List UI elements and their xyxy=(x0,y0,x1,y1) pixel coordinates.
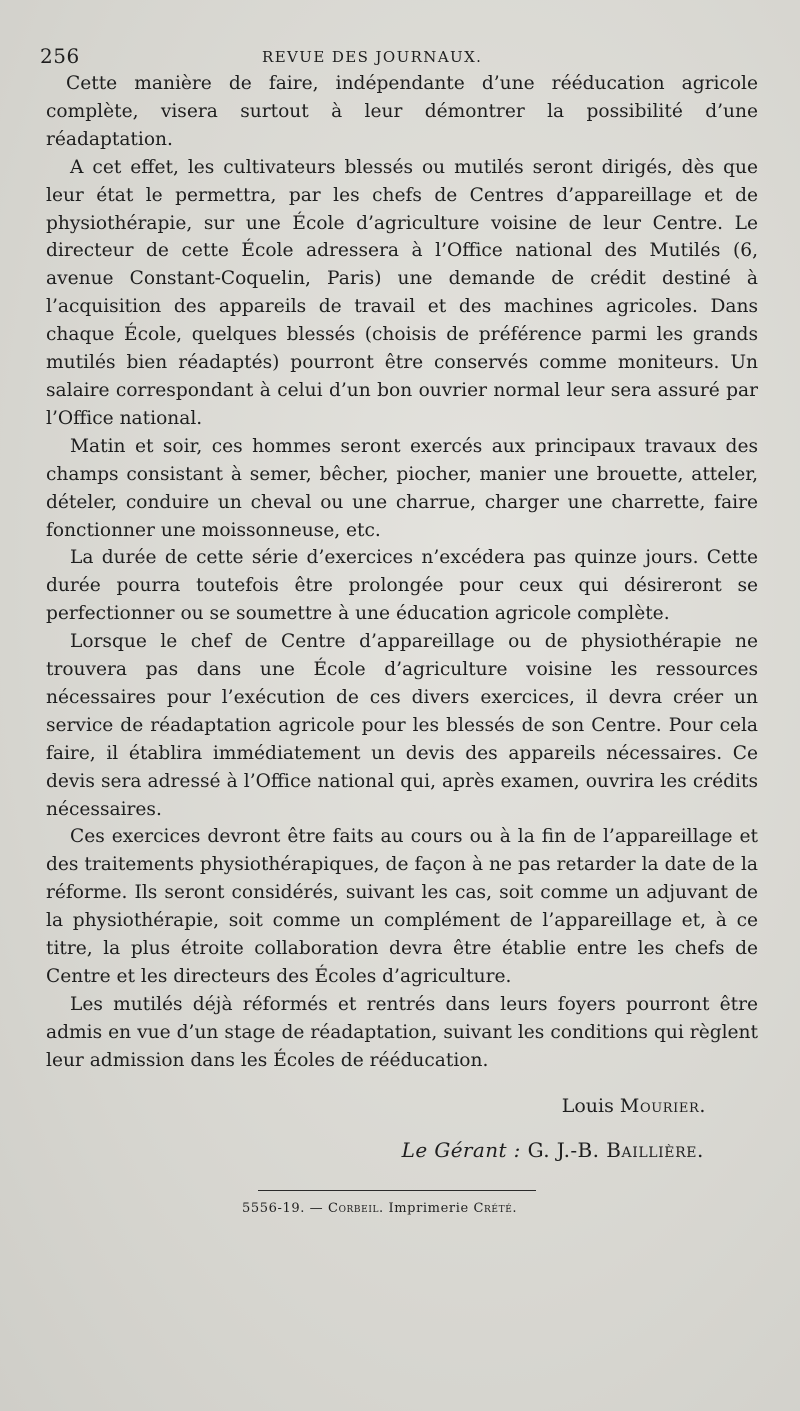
manager-initials: G. J.-B. xyxy=(527,1137,600,1162)
colophon-printer-label: Imprimerie xyxy=(388,1200,469,1216)
page-header xyxy=(40,40,758,70)
paragraph: La durée de cette série d’exercices n’excédera pas quinze jours. Cette durée pourra toutefois être prolongée pour ceux qui désireront se perfectionner ou se soumettre à une éducation agricole complète. xyxy=(46,547,758,625)
paragraph: A cet effet, les cultivateurs blessés ou mutilés seront dirigés, dès que leur état le permettra, par les chefs de Centres d’appareillage et de physiothérapie, sur une École d’agriculture voisine de leur Centre. Le directeur de cette École adressera à l’Office national des Mutilés (6, avenue Constant-Coquelin, Paris) une demande de crédit destiné à l’acquisition des appareils de travail et des machines agricoles. Dans chaque École, quelques blessés (choisis de préférence parmi les grands mutilés bien réadaptés) pourront être conservés comme moniteurs. Un salaire correspondant à celui d’un bon ouvrier normal leur sera assuré par l’Office national. xyxy=(46,156,758,429)
article-body xyxy=(46,70,758,1075)
colophon-number: 5556-19. — xyxy=(242,1200,324,1216)
colophon-city: Corbeil. xyxy=(328,1200,384,1216)
author-signature xyxy=(46,1092,758,1120)
running-head: REVUE DES JOURNAUX. xyxy=(262,48,483,66)
paragraph: Lorsque le chef de Centre d’appareillage ou de physiothérapie ne trouvera pas dans une École d’agriculture voisine les ressources nécessaires pour l’exécution de ces divers exercices, il devra créer un service de réadaptation agricole pour les blessés de son Centre. Pour cela faire, il établira immédiatement un devis des appareils nécessaires. Ce devis sera adressé à l’Office national qui, après examen, ouvrira les crédits nécessaires. xyxy=(46,631,758,820)
page-number: 256 xyxy=(40,44,80,68)
paragraph: Les mutilés déjà réformés et rentrés dans leurs foyers pourront être admis en vue d’un stage de réadaptation, suivant les conditions qui règlent leur admission dans les Écoles de rééducation. xyxy=(46,993,758,1071)
printer-colophon xyxy=(242,1201,758,1216)
manager-name: Baillière. xyxy=(606,1137,704,1162)
manager-label: Le Gérant : xyxy=(401,1137,521,1162)
paragraph: Ces exercices devront être faits au cours ou à la fin de l’appareillage et des traitements physiothérapiques, de façon à ne pas retarder la date de la réforme. Ils seront considérés, suivant les cas, soit comme un adjuvant de la physiothérapie, soit comme un complément de l’appareillage et, à ce titre, la plus étroite collaboration devra être établie entre les chefs de Centre et les directeurs des Écoles d’agriculture. xyxy=(46,826,758,987)
manager-line xyxy=(46,1138,758,1162)
paragraph: Matin et soir, ces hommes seront exercés aux principaux travaux des champs consistant à semer, bêcher, piocher, manier une brouette, atteler, dételer, conduire un cheval ou une charrue, charger une charrette, faire fonctionner une moissonneuse, etc. xyxy=(46,435,758,541)
paragraph: Cette manière de faire, indépendante d’une rééducation agricole complète, visera surtout à leur démontrer la possibilité d’une réadaptation. xyxy=(46,73,758,150)
author-first-name: Louis xyxy=(561,1094,614,1117)
author-last-name: Mourier. xyxy=(619,1094,706,1117)
divider-rule xyxy=(258,1190,536,1191)
colophon-printer-name: Crété. xyxy=(473,1200,518,1216)
journal-page xyxy=(40,40,758,1216)
